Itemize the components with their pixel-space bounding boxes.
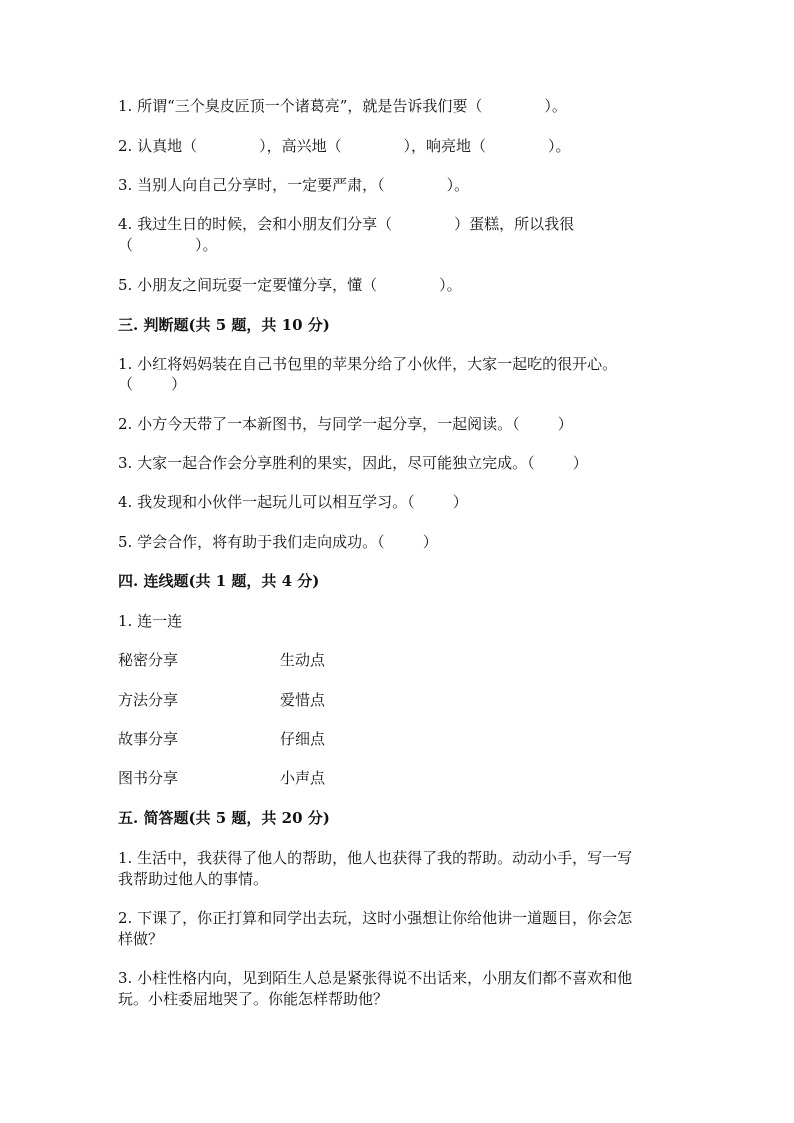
match-left-item: 秘密分享 [118,651,179,669]
short-question-2-line1: 2. 下课了，你正打算和同学出去玩，这时小强想让你给他讲一道题目，你会怎 [118,909,633,927]
judge-question-2: 2. 小方今天带了一本新图书，与同学一起分享，一起阅读。（ ） [118,415,573,433]
judge-question-1-line1: 1. 小红将妈妈装在自己书包里的苹果分给了小伙伴，大家一起吃的很开心。 [118,355,618,373]
match-right-item: 小声点 [280,769,326,787]
match-left-item: 方法分享 [118,691,179,709]
match-section-heading: 四. 连线题(共 1 题，共 4 分) [118,572,320,590]
match-right-item: 仔细点 [280,730,326,748]
judge-question-4: 4. 我发现和小伙伴一起玩儿可以相互学习。（ ） [118,493,468,511]
short-question-2-line2: 样做？ [118,930,164,948]
match-right-item: 爱惜点 [280,691,326,709]
fill-question-4-line1: 4. 我过生日的时候，会和小朋友们分享（ ）蛋糕，所以我很 [118,215,575,233]
fill-question-2: 2. 认真地（ ），高兴地（ ），响亮地（ ）。 [118,137,571,155]
match-question: 1. 连一连 [118,612,183,630]
short-question-3-line2: 玩。小柱委屈地哭了。你能怎样帮助他？ [118,990,389,1008]
judge-section-heading: 三. 判断题(共 5 题，共 10 分) [118,316,330,334]
short-section-heading: 五. 简答题(共 5 题，共 20 分) [118,809,330,827]
short-question-1-line2: 我帮助过他人的事情。 [118,870,269,888]
match-left-item: 图书分享 [118,769,179,787]
judge-question-3: 3. 大家一起合作会分享胜利的果实，因此，尽可能独立完成。（ ） [118,454,588,472]
match-right-item: 生动点 [280,651,326,669]
fill-question-5: 5. 小朋友之间玩耍一定要懂分享，懂（ ）。 [118,276,462,294]
match-left-item: 故事分享 [118,730,179,748]
fill-question-1: 1. 所谓“三个臭皮匠顶一个诸葛亮”，就是告诉我们要（ ）。 [118,97,567,115]
short-question-3-line1: 3. 小柱性格内向，见到陌生人总是紧张得说不出话来，小朋友们都不喜欢和他 [118,969,633,987]
short-question-1-line1: 1. 生活中，我获得了他人的帮助，他人也获得了我的帮助。动动小手，写一写 [118,849,633,867]
fill-question-4-line2: （ ）。 [118,236,218,254]
fill-question-3: 3. 当别人向自己分享时，一定要严肃，（ ）。 [118,176,470,194]
judge-question-1-line2: （ ） [118,375,187,393]
judge-question-5: 5. 学会合作，将有助于我们走向成功。（ ） [118,533,438,551]
